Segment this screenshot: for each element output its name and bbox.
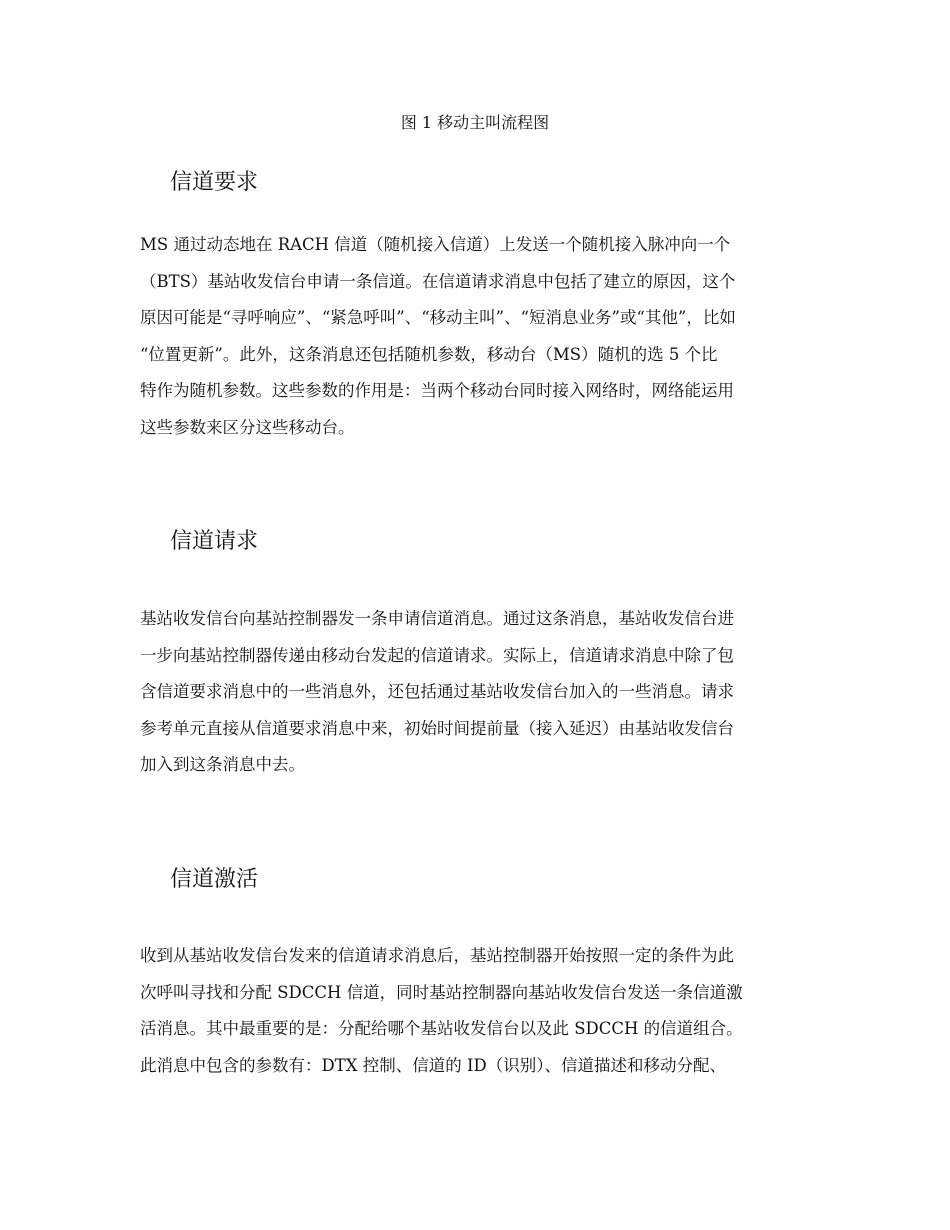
paragraph-line: 原因可能是“寻呼响应”、“紧急呼叫”、“移动主叫”、“短消息业务”或“其他”，比如 (140, 308, 736, 327)
section-heading-channel-activation: 信道激活 (170, 867, 259, 892)
paragraph-line: 参考单元直接从信道要求消息中来，初始时间提前量（接入延迟）由基站收发信台 (140, 718, 734, 738)
paragraph-line: 收到从基站收发信台发来的信道请求消息后，基站控制器开始按照一定的条件为此 (140, 946, 734, 965)
paragraph-line: 一步向基站控制器传递由移动台发起的信道请求。实际上，信道请求消息中除了包 (140, 645, 734, 665)
paragraph-line: （BTS）基站收发信台申请一条信道。在信道请求消息中包括了建立的原因，这个 (140, 271, 736, 291)
figure-caption: 图 1 移动主叫流程图 (400, 113, 550, 132)
paragraph-line: 活消息。其中最重要的是：分配给哪个基站收发信台以及此 SDCCH 的信道组合。 (140, 1019, 743, 1038)
paragraph-line: 这些参数来区分这些移动台。 (140, 417, 355, 437)
paragraph-line: 含信道要求消息中的一些消息外，还包括通过基站收发信台加入的一些消息。请求 (140, 682, 734, 701)
paragraph-line: 特作为随机参数。这些参数的作用是：当两个移动台同时接入网络时，网络能运用 (140, 381, 734, 400)
paragraph-line: MS 通过动态地在 RACH 信道（随机接入信道）上发送一个随机接入脉冲向一个 (140, 235, 731, 254)
section-heading-channel-requirement: 信道要求 (170, 170, 259, 195)
paragraph-line: 次呼叫寻找和分配 SDCCH 信道，同时基站控制器向基站收发信台发送一条信道激 (140, 982, 743, 1002)
section-paragraph-channel-activation (140, 938, 815, 1084)
paragraph-line: 基站收发信台向基站控制器发一条申请信道消息。通过这条消息，基站收发信台进 (140, 609, 734, 628)
paragraph-line: 加入到这条消息中去。 (140, 755, 305, 774)
paragraph-line: “位置更新”。此外，这条消息还包括随机参数，移动台（MS）随机的选 5 个比 (140, 344, 718, 364)
section-paragraph-channel-request (140, 601, 815, 784)
section-heading-channel-request: 信道请求 (170, 529, 259, 554)
paragraph-line: 此消息中包含的参数有：DTX 控制、信道的 ID（识别）、信道描述和移动分配、 (140, 1055, 726, 1075)
section-paragraph-channel-requirement (140, 227, 815, 446)
